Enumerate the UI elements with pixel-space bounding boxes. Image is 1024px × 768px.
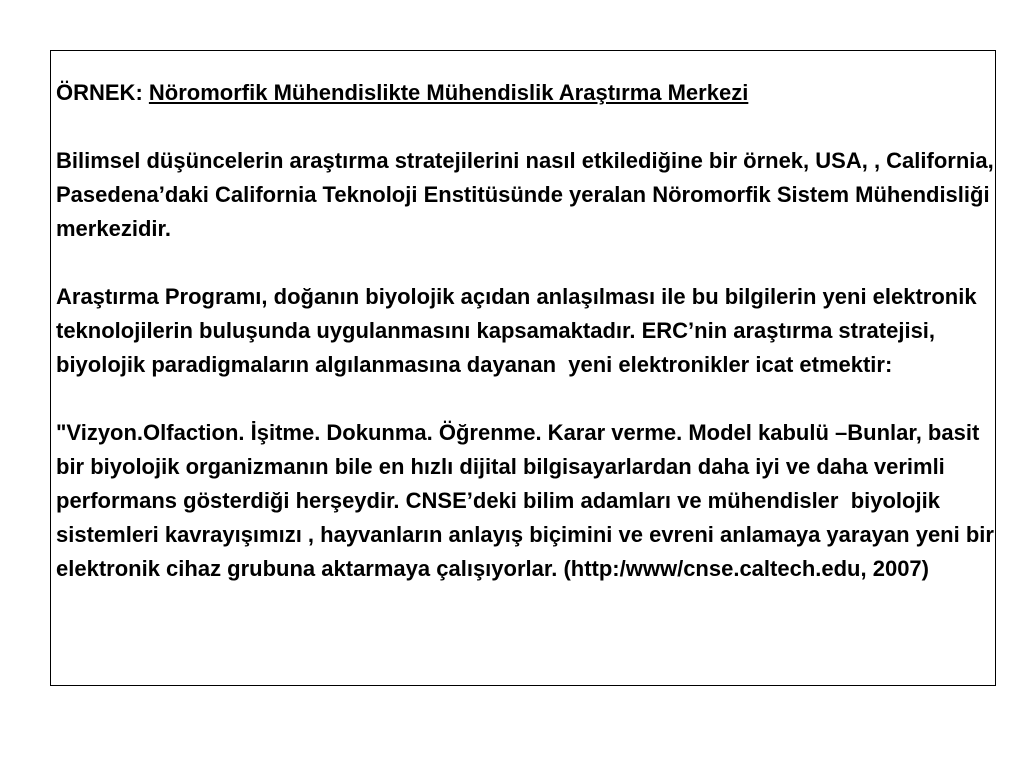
paragraph-intro: Bilimsel düşüncelerin araştırma stratejilerini nasıl etkilediğine bir örnek, USA, , California, Pasedena’daki California Teknoloji Enstitüsünde yeralan Nöromorfik Sistem Mühendisliği merkezidir.: [56, 148, 1000, 241]
paragraph-program: Araştırma Programı, doğanın biyolojik açıdan anlaşılması ile bu bilgilerin yeni elektronik teknolojilerin buluşunda uygulanmasını kapsamaktadır. ERC’nin araştırma stratejisi, biyolojik paradigmaların algılanmasına dayanan yeni elektronikler icat etmektir:: [56, 284, 983, 377]
spacer: [56, 382, 995, 416]
spacer: [56, 110, 995, 144]
slide-title: [56, 76, 995, 110]
title-prefix: ÖRNEK:: [56, 80, 149, 105]
title-link[interactable]: Nöromorfik Mühendislikte Mühendislik Araştırma Merkezi: [148, 80, 749, 105]
content-box: [50, 50, 1001, 686]
paragraph-quote: "Vizyon.Olfaction. İşitme. Dokunma. Öğrenme. Karar verme. Model kabulü –Bunlar, basit bir biyolojik organizmanın bile en hızlı dijital bilgisayarlardan daha iyi ve daha verimli performans gösterdiği herşeydir. CNSE’deki bilim adamları ve mühendisler biyolojik sistemleri kavrayışımızı , hayvanların anlayış biçimini ve evreni anlamaya yarayan yeni bir elektronik cihaz grubuna aktarmaya çalışıyorlar. (http:/www/cnse.caltech.edu, 2007): [56, 420, 1001, 581]
spacer: [56, 246, 995, 280]
